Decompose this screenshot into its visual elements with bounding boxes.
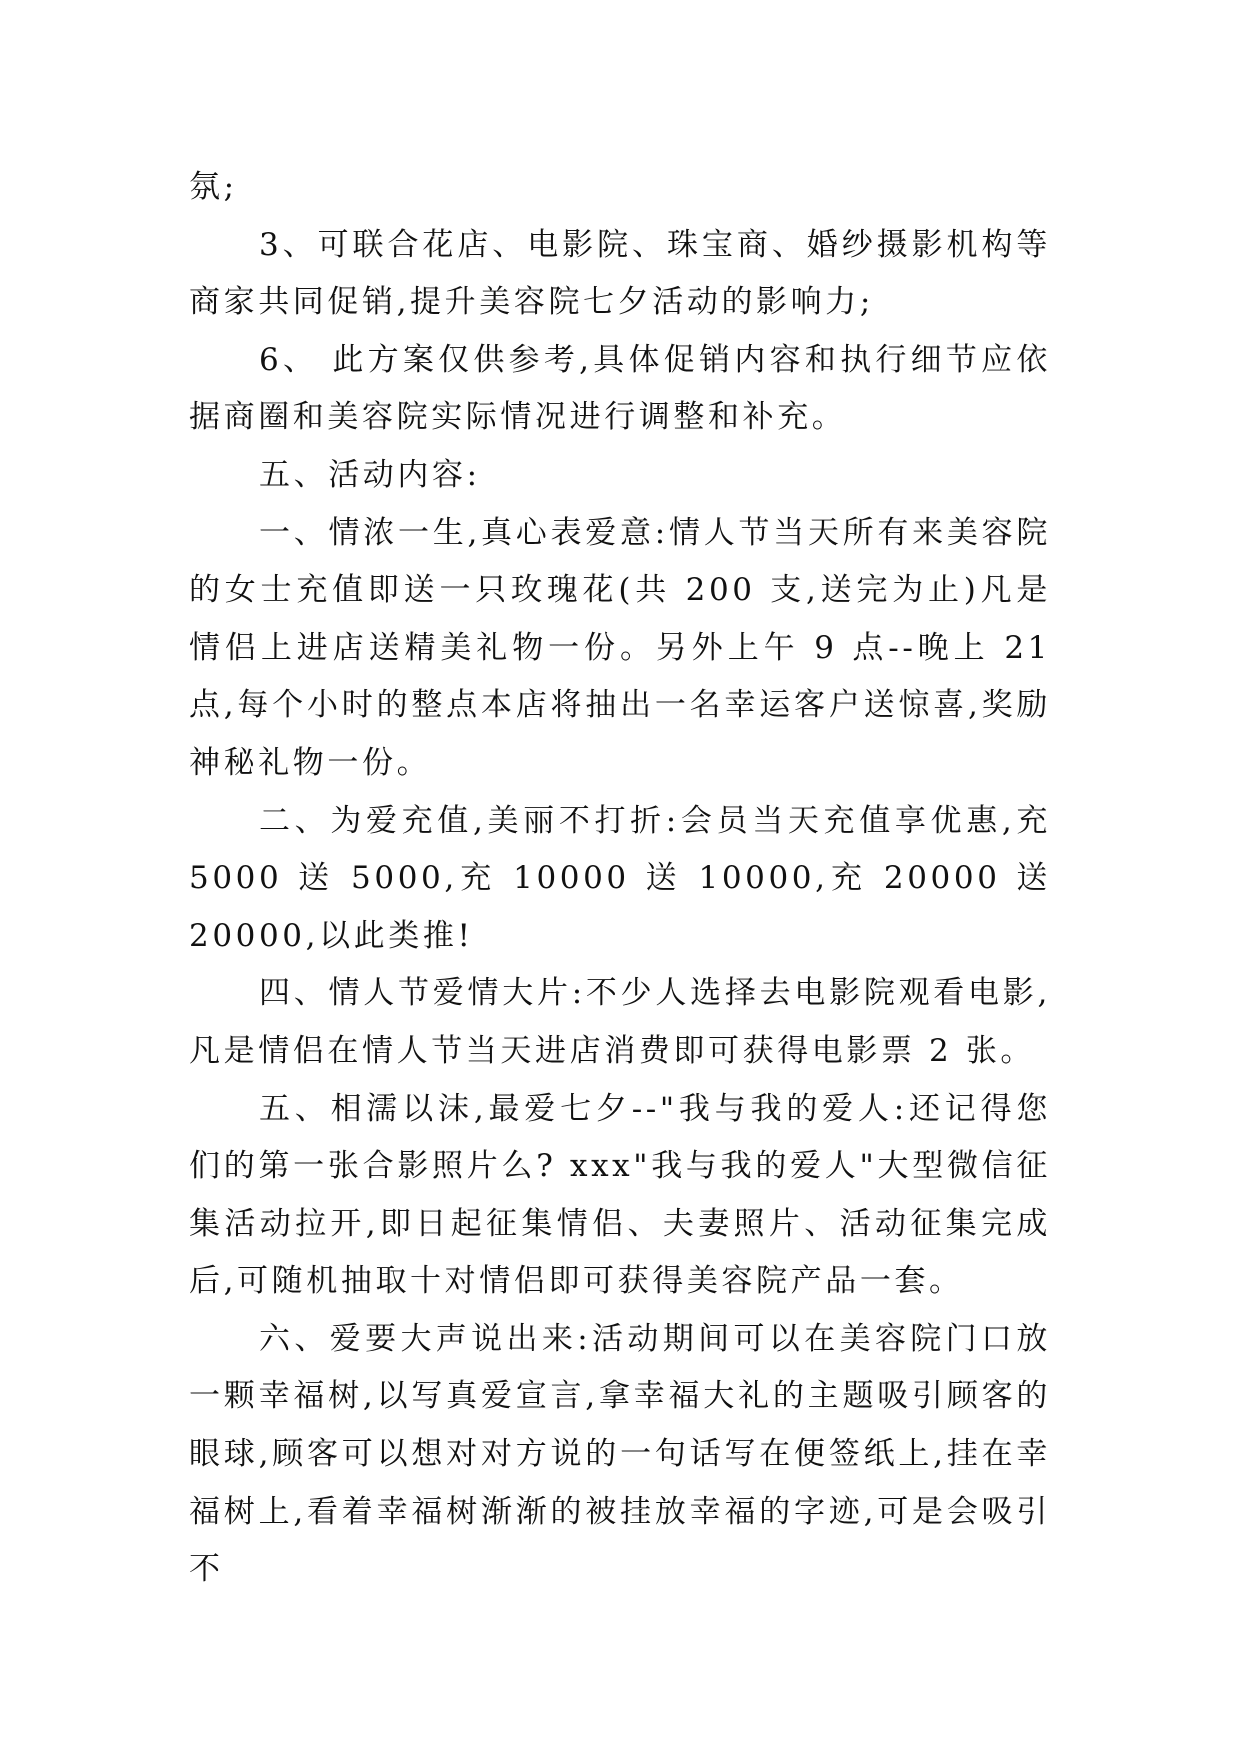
paragraph-item-3: 3、可联合花店、电影院、珠宝商、婚纱摄影机构等商家共同促销,提升美容院七夕活动的影响力; <box>189 226 1051 321</box>
paragraph-activity-6: 六、爱要大声说出来:活动期间可以在美容院门口放一颗幸福树,以写真爱宣言,拿幸福大礼的主题吸引顾客的眼球,顾客可以想对对方说的一句话写在便签纸上,挂在幸福树上,看着幸福树渐渐的被挂放幸福的字迹,可是会吸引不 <box>189 1320 1051 1588</box>
section-heading-activity-content: 五、活动内容: <box>259 456 481 493</box>
paragraph-activity-2: 二、为爱充值,美丽不打折:会员当天充值享优惠,充 5000 送 5000,充 10000 送 10000,充 20000 送 20000,以此类推! <box>189 802 1051 954</box>
document-body <box>189 159 1051 1599</box>
paragraph-continuation: 氛; <box>189 169 238 205</box>
paragraph-activity-5: 五、相濡以沫,最爱七夕--"我与我的爱人:还记得您们的第一张合影照片么? xxx"我与我的爱人"大型微信征集活动拉开,即日起征集情侣、夫妻照片、活动征集完成后,可随机抽取十对情侣即可获得美容院产品一套。 <box>189 1090 1051 1300</box>
paragraph-activity-4: 四、情人节爱情大片:不少人选择去电影院观看电影,凡是情侣在情人节当天进店消费即可获得电影票 2 张。 <box>189 975 1051 1069</box>
paragraph-activity-1: 一、情浓一生,真心表爱意:情人节当天所有来美容院的女士充值即送一只玫瑰花(共 200 支,送完为止)凡是情侣上进店送精美礼物一份。另外上午 9 点--晚上 21 点,每个小时的整点本店将抽出一名幸运客户送惊喜,奖励神秘礼物一份。 <box>189 514 1051 781</box>
paragraph-item-6: 6、 此方案仅供参考,具体促销内容和执行细节应依据商圈和美容院实际情况进行调整和补充。 <box>189 341 1051 436</box>
